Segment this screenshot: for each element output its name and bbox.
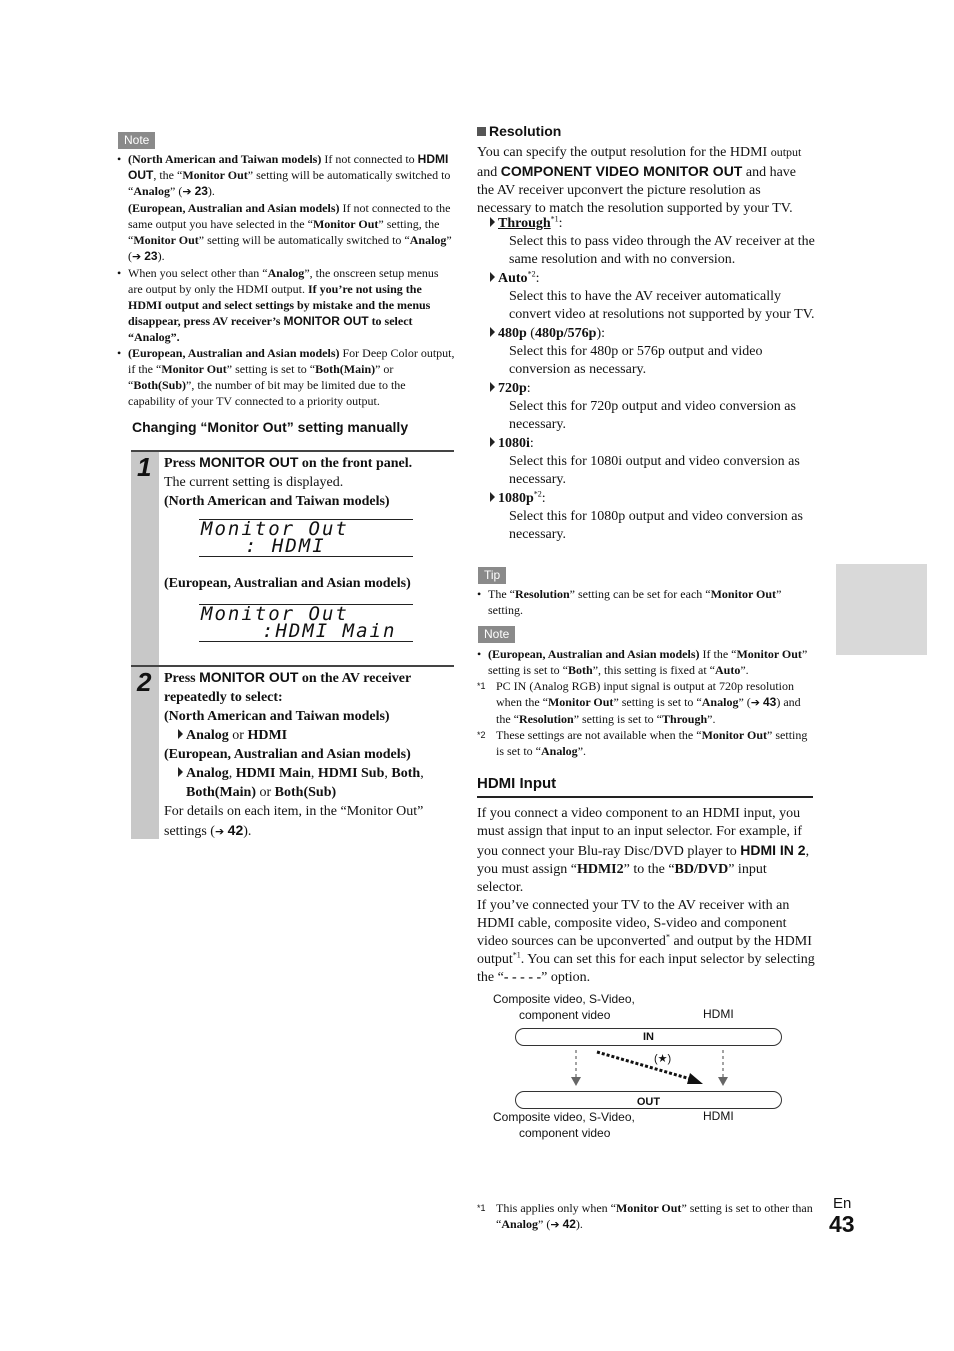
diagram-top-left-label: Composite video, S-Video, component video (493, 992, 635, 1022)
resolution-intro: You can specify the output resolution for the HDMI output and COMPONENT VIDEO MONITOR OUT and have the AV receiver upconvert the picture resolution as necessary to match the resolution supported by your TV. (477, 145, 802, 216)
resolution-option: Auto$^{*2}$: Select this to have the AV receiver automatically convert video at resolutions not supported by your TV. (490, 270, 815, 324)
arrow-icon: ➔ (550, 1218, 560, 1231)
tip-label-wrap (478, 566, 506, 584)
note-label-wrap (478, 625, 515, 643)
note-item-1: • (North American and Taiwan models) If not connected to HDMI OUT, the “Monitor Out” setting will be automatically switched to “Analog” (➔ 23). (European, Australian and Asian models) If not connected to the same output you have selected in the “Monitor Out” setting, the “Monitor Out” setting will be automatically switched to “Analog” (➔ 23). (117, 151, 455, 265)
resolution-options (490, 215, 815, 545)
step-number-box (131, 667, 159, 839)
triangle-bullet-icon (490, 437, 495, 447)
right-notes: • (European, Australian and Asian models) If the “Monitor Out” setting is set to “Both”, this setting is fixed at “Auto”. *1 PC IN (Analog RGB) input signal is output at 720p resolution when the “Monitor Out” setting is set to “Analog” (➔ 43) and the “Resolution” setting is set to “Through”. *2 These settings are not available when the “Monitor Out” setting is set to “Analog”. (477, 646, 813, 759)
out-bar: OUT (515, 1091, 782, 1109)
option-footnote-mark: *1 (550, 214, 559, 224)
resolution-option: 720p: Select this for 720p output and video conversion as necessary. (490, 380, 815, 434)
arrow-icon: ➔ (182, 185, 192, 198)
option-name: 1080i (498, 436, 530, 451)
note-item-2: • When you select other than “Analog”, the onscreen setup menus are output by only the HDMI output. If you’re not using the HDMI output and select settings by mistake and the menus disappear, press AV receiver’s MONITOR OUT to select “Analog”. (117, 265, 455, 345)
option-name: 480p (498, 326, 527, 341)
option-description: Select this for 480p or 576p output and video conversion as necessary. (509, 344, 763, 377)
option-name: 1080p (498, 491, 534, 506)
option-name: 720p (498, 381, 527, 396)
left-notes (117, 151, 455, 409)
diagram-top-right-label: HDMI (703, 1007, 734, 1021)
tip-label: Tip (478, 567, 506, 584)
triangle-bullet-icon (178, 767, 183, 777)
triangle-bullet-icon (490, 327, 495, 337)
note-item-3: • (European, Australian and Asian models) For Deep Color output, if the “Monitor Out” setting is set to “Both(Main)” or “Both(Sub)”, the number of bit may be limited due to the capability of your TV connected to a priority output. (117, 345, 455, 409)
step-number-box (131, 452, 159, 665)
hdmi-input-body: If you connect a video component to an HDMI input, you must assign that input to an input selector. For example, if you connect your Blu-ray Disc/DVD player to HDMI IN 2, you must assign “HDMI2” to the “BD/DVD” input selector. If you’ve connected your TV to the AV receiver with an HDMI cable, composite video, S-video and component video sources can be upconverted* and output by the HDMI output$^{*1}$. You can set this for each input selector by selecting the “- - - - -” option. (477, 806, 815, 985)
triangle-bullet-icon (490, 492, 495, 502)
option-alt-name: 480p/576p (534, 326, 597, 341)
step-number: 2 (137, 667, 152, 697)
triangle-bullet-icon (490, 217, 495, 227)
option-name: Auto (498, 271, 528, 286)
triangle-bullet-icon (490, 382, 495, 392)
step-1: 1 Press MONITOR OUT on the front panel. The current setting is displayed. (North American and Taiwan models) Monitor Out : HDMI (European, Australian and Asian models) Monitor Out :HDMI Main (131, 450, 454, 665)
tip-text: • The “Resolution” setting can be set for each “Monitor Out” setting. (477, 586, 818, 618)
triangle-bullet-icon (490, 272, 495, 282)
option-description: Select this to have the AV receiver automatically convert video at resolutions not supported by your TV. (509, 289, 815, 322)
page-number: 43 (829, 1211, 855, 1237)
resolution-option: Through$^{*1}$: Select this to pass video through the AV receiver at the same resolution and with no conversion. (490, 215, 815, 269)
lcd-display-1: Monitor Out : HDMI (199, 519, 413, 557)
diagram-bottom-right-label: HDMI (703, 1109, 734, 1123)
star-label: (★) (654, 1053, 672, 1065)
page-language: En (833, 1195, 852, 1212)
step-number: 1 (137, 452, 152, 482)
option-footnote-mark: *2 (527, 269, 536, 279)
arrow-icon: ➔ (214, 825, 225, 838)
in-bar: IN (515, 1028, 782, 1046)
resolution-heading: Resolution (477, 123, 561, 139)
note-label: Note (118, 132, 155, 149)
diagram-bottom-left-label: Composite video, S-Video, component video (493, 1110, 635, 1140)
bottom-footnote: *1 This applies only when “Monitor Out” setting is set to other than “Analog” (➔ 42). (477, 1201, 813, 1231)
heading-rule (477, 796, 813, 798)
step-2: 2 Press MONITOR OUT on the AV receiver repeatedly to select: (North American and Taiwan models) Analog or HDMI (European, Australian and Asian models) Analog, HDMI Main, HDMI Sub, Both, Both(Main) or Both(Sub) For details on each item, in the “Monitor Out” settings (➔ 42). (131, 665, 454, 839)
steps (131, 450, 454, 839)
diagram-arrows (477, 1045, 817, 1090)
left-note-label (118, 131, 155, 149)
resolution-option: $1080p^{*2}$: Select this for 1080p output and video conversion as necessary. (490, 490, 815, 544)
arrow-icon: ➔ (750, 696, 760, 709)
option-description: Select this for 1080p output and video conversion as necessary. (509, 509, 803, 542)
resolution-option: 480p (480p/576p): Select this for 480p or 576p output and video conversion as necessary. (490, 325, 815, 379)
upconvert-diagram (477, 990, 817, 1140)
note-label: Note (478, 626, 515, 643)
section-heading: Changing “Monitor Out” setting manually (132, 419, 409, 435)
square-bullet-icon (477, 127, 486, 136)
option-description: Select this for 720p output and video conversion as necessary. (509, 399, 796, 432)
option-description: Select this to pass video through the AV receiver at the same resolution and with no conversion. (509, 234, 815, 267)
arrow-icon: ➔ (132, 250, 142, 263)
lcd-display-2: Monitor Out :HDMI Main (199, 604, 413, 642)
option-footnote-mark: *2 (533, 489, 542, 499)
triangle-bullet-icon (178, 729, 183, 739)
option-name: Through (498, 216, 551, 231)
resolution-option: 1080i: Select this for 1080i output and video conversion as necessary. (490, 435, 815, 489)
side-tab (836, 564, 927, 655)
hdmi-input-heading: HDMI Input (477, 775, 557, 792)
option-description: Select this for 1080i output and video conversion as necessary. (509, 454, 800, 487)
